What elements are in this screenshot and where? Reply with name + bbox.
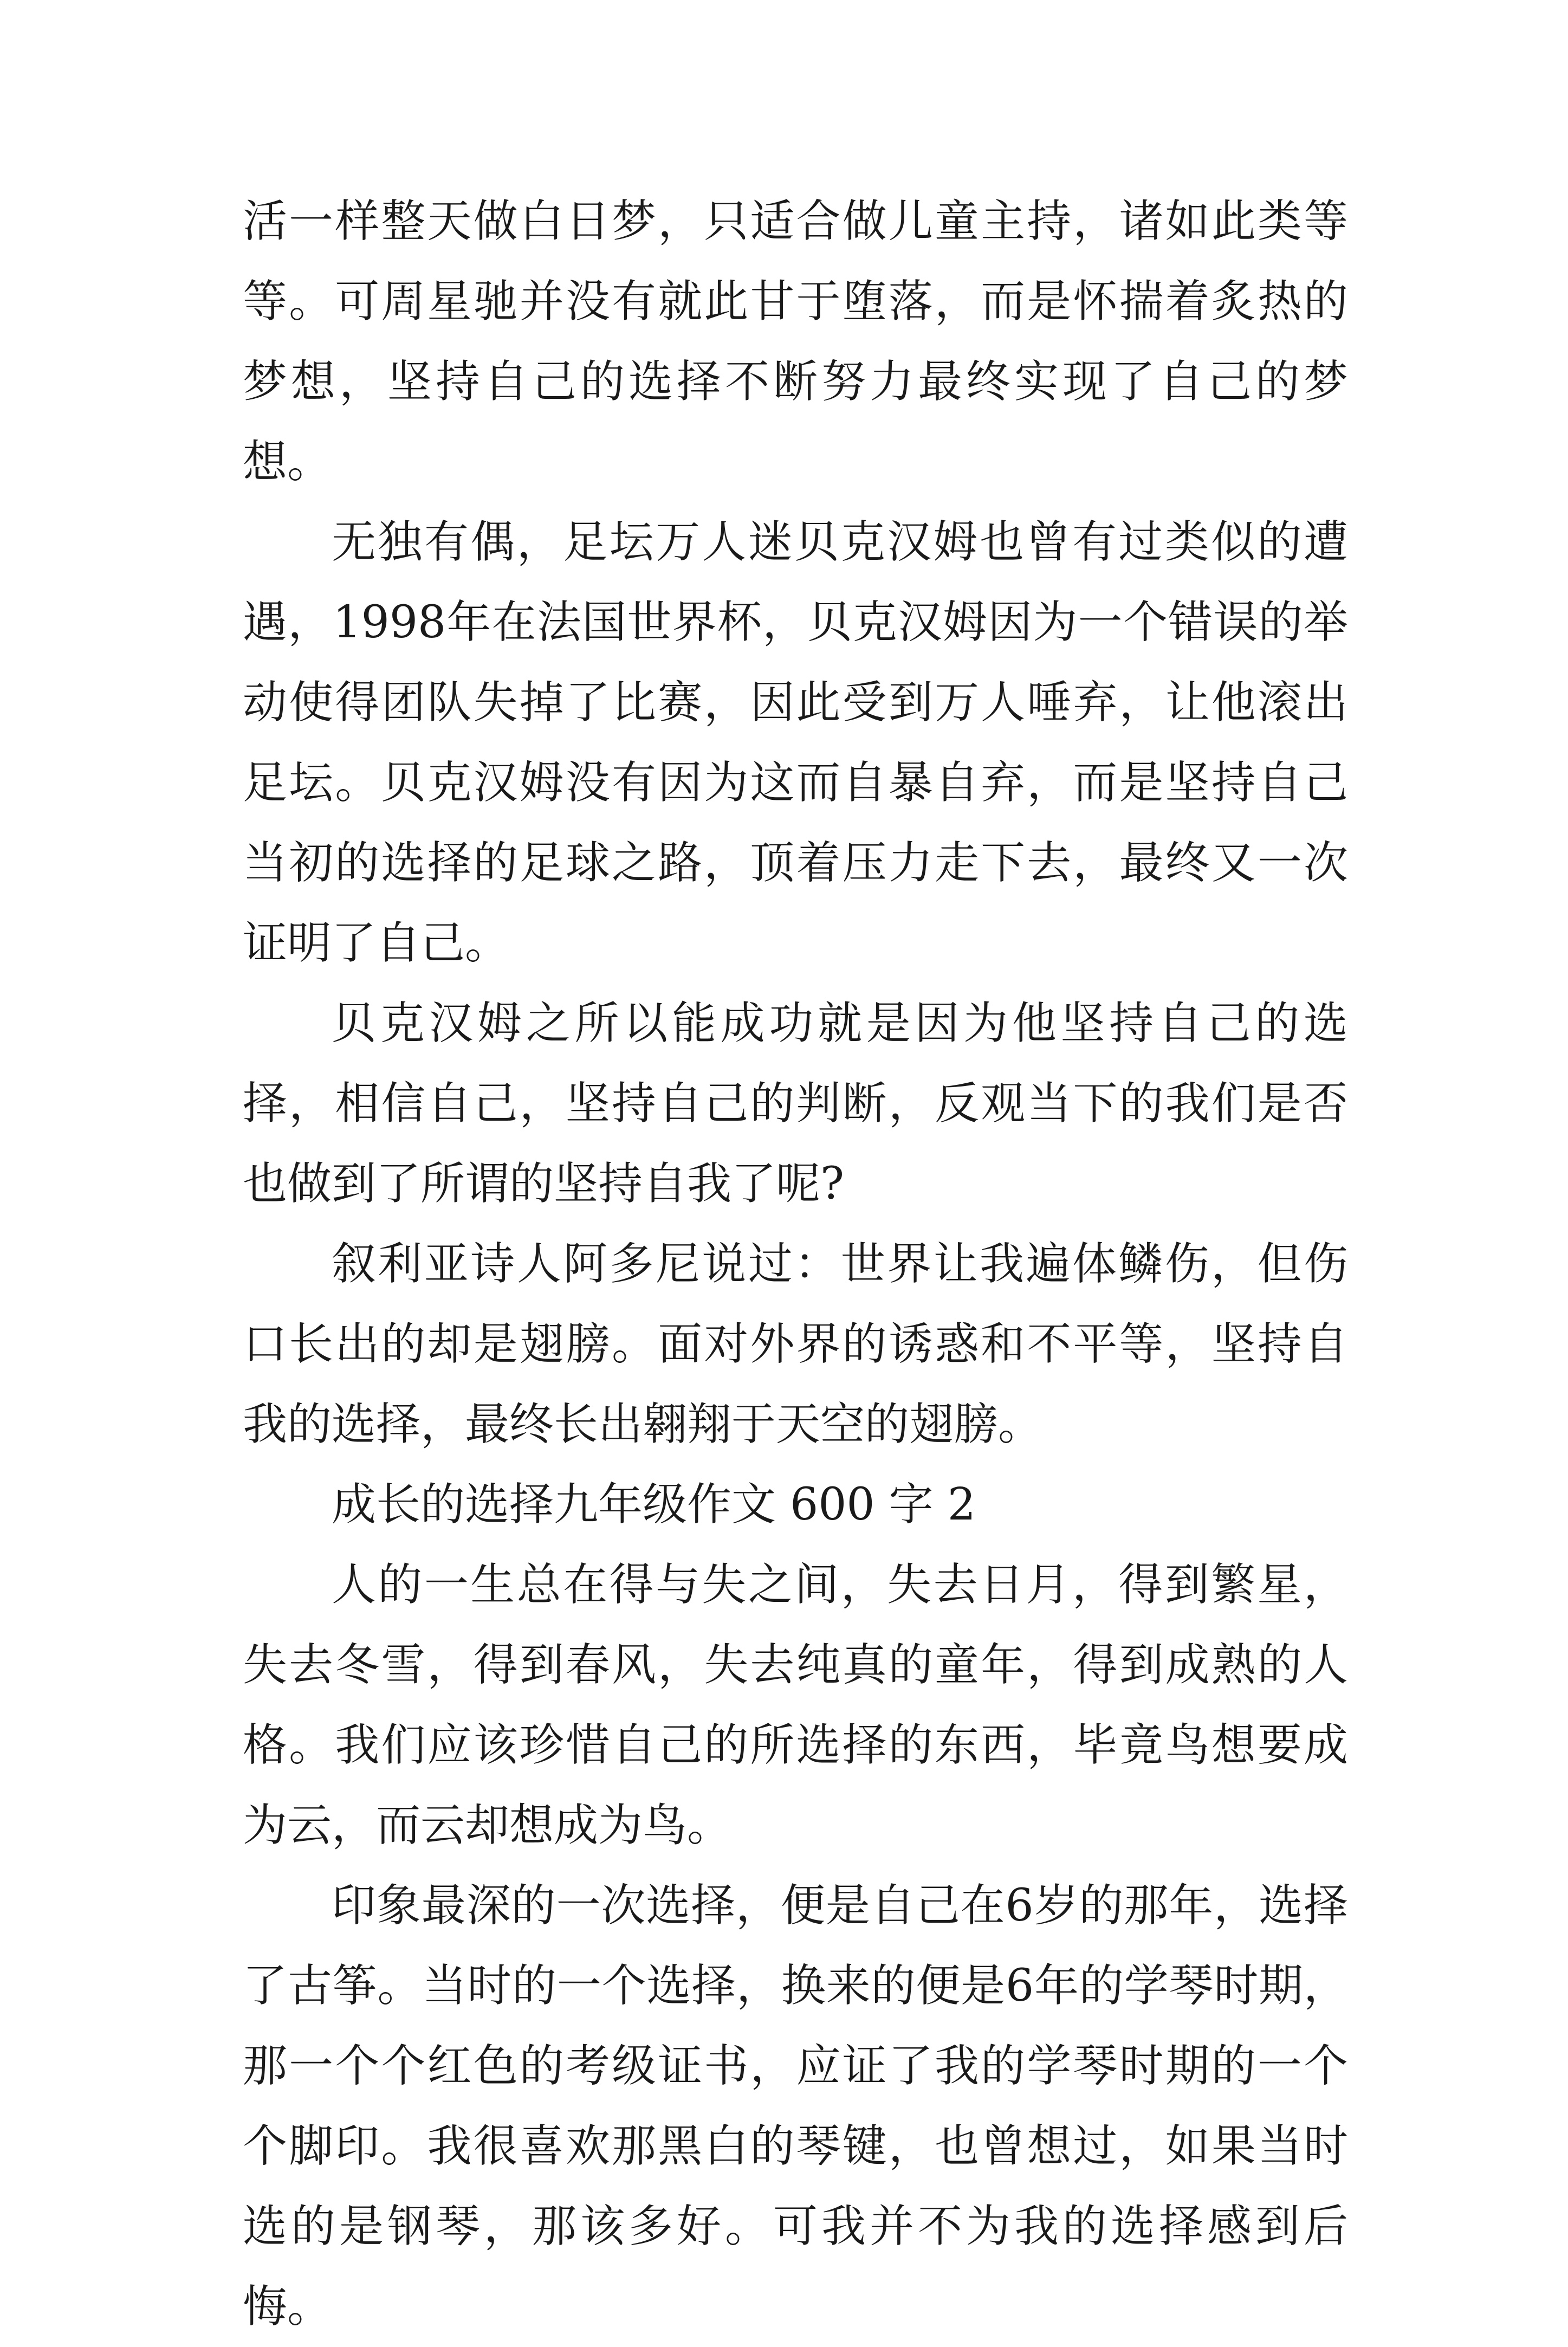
section-heading: 成长的选择九年级作文 600 字 2 xyxy=(332,1479,976,1530)
paragraph-quote: 叙利亚诗人阿多尼说过：世界让我遍体鳞伤，但伤口长出的却是翅膀。面对外界的诱惑和不平等，坚持自我的选择，最终长出翱翔于天空的翅膀。 xyxy=(243,1238,1348,1450)
paragraph-success: 贝克汉姆之所以能成功就是因为他坚持自己的选择，相信自己，坚持自己的判断，反观当下的我们是否也做到了所谓的坚持自我了呢? xyxy=(243,998,1348,1210)
paragraph-beckham: 无独有偶，足坛万人迷贝克汉姆也曾有过类似的遭遇，1998年在法国世界杯，贝克汉姆因为一个错误的举动使得团队失掉了比赛，因此受到万人唾弃，让他滚出足坛。贝克汉姆没有因为这而自暴自弃，而是坚持自己当初的选择的足球之路，顶着压力走下去，最终又一次证明了自己。 xyxy=(243,516,1348,969)
document-body xyxy=(243,182,1348,2347)
paragraph-gain-loss: 人的一生总在得与失之间，失去日月，得到繁星，失去冬雪，得到春风，失去纯真的童年，得到成熟的人格。我们应该珍惜自己的所选择的东西，毕竟鸟想要成为云，而云却想成为鸟。 xyxy=(243,1559,1348,1851)
paragraph-continuation: 活一样整天做白日梦，只适合做儿童主持，诸如此类等等。可周星驰并没有就此甘于堕落，而是怀揣着炙热的梦想，坚持自己的选择不断努力最终实现了自己的梦想。 xyxy=(243,196,1348,488)
paragraph-guzheng: 印象最深的一次选择，便是自己在6岁的那年，选择了古筝。当时的一个选择，换来的便是6年的学琴时期，那一个个红色的考级证书，应证了我的学琴时期的一个个脚印。我很喜欢那黑白的琴键，也曾想过，如果当时选的是钢琴，那该多好。可我并不为我的选择感到后悔。 xyxy=(243,1880,1348,2332)
